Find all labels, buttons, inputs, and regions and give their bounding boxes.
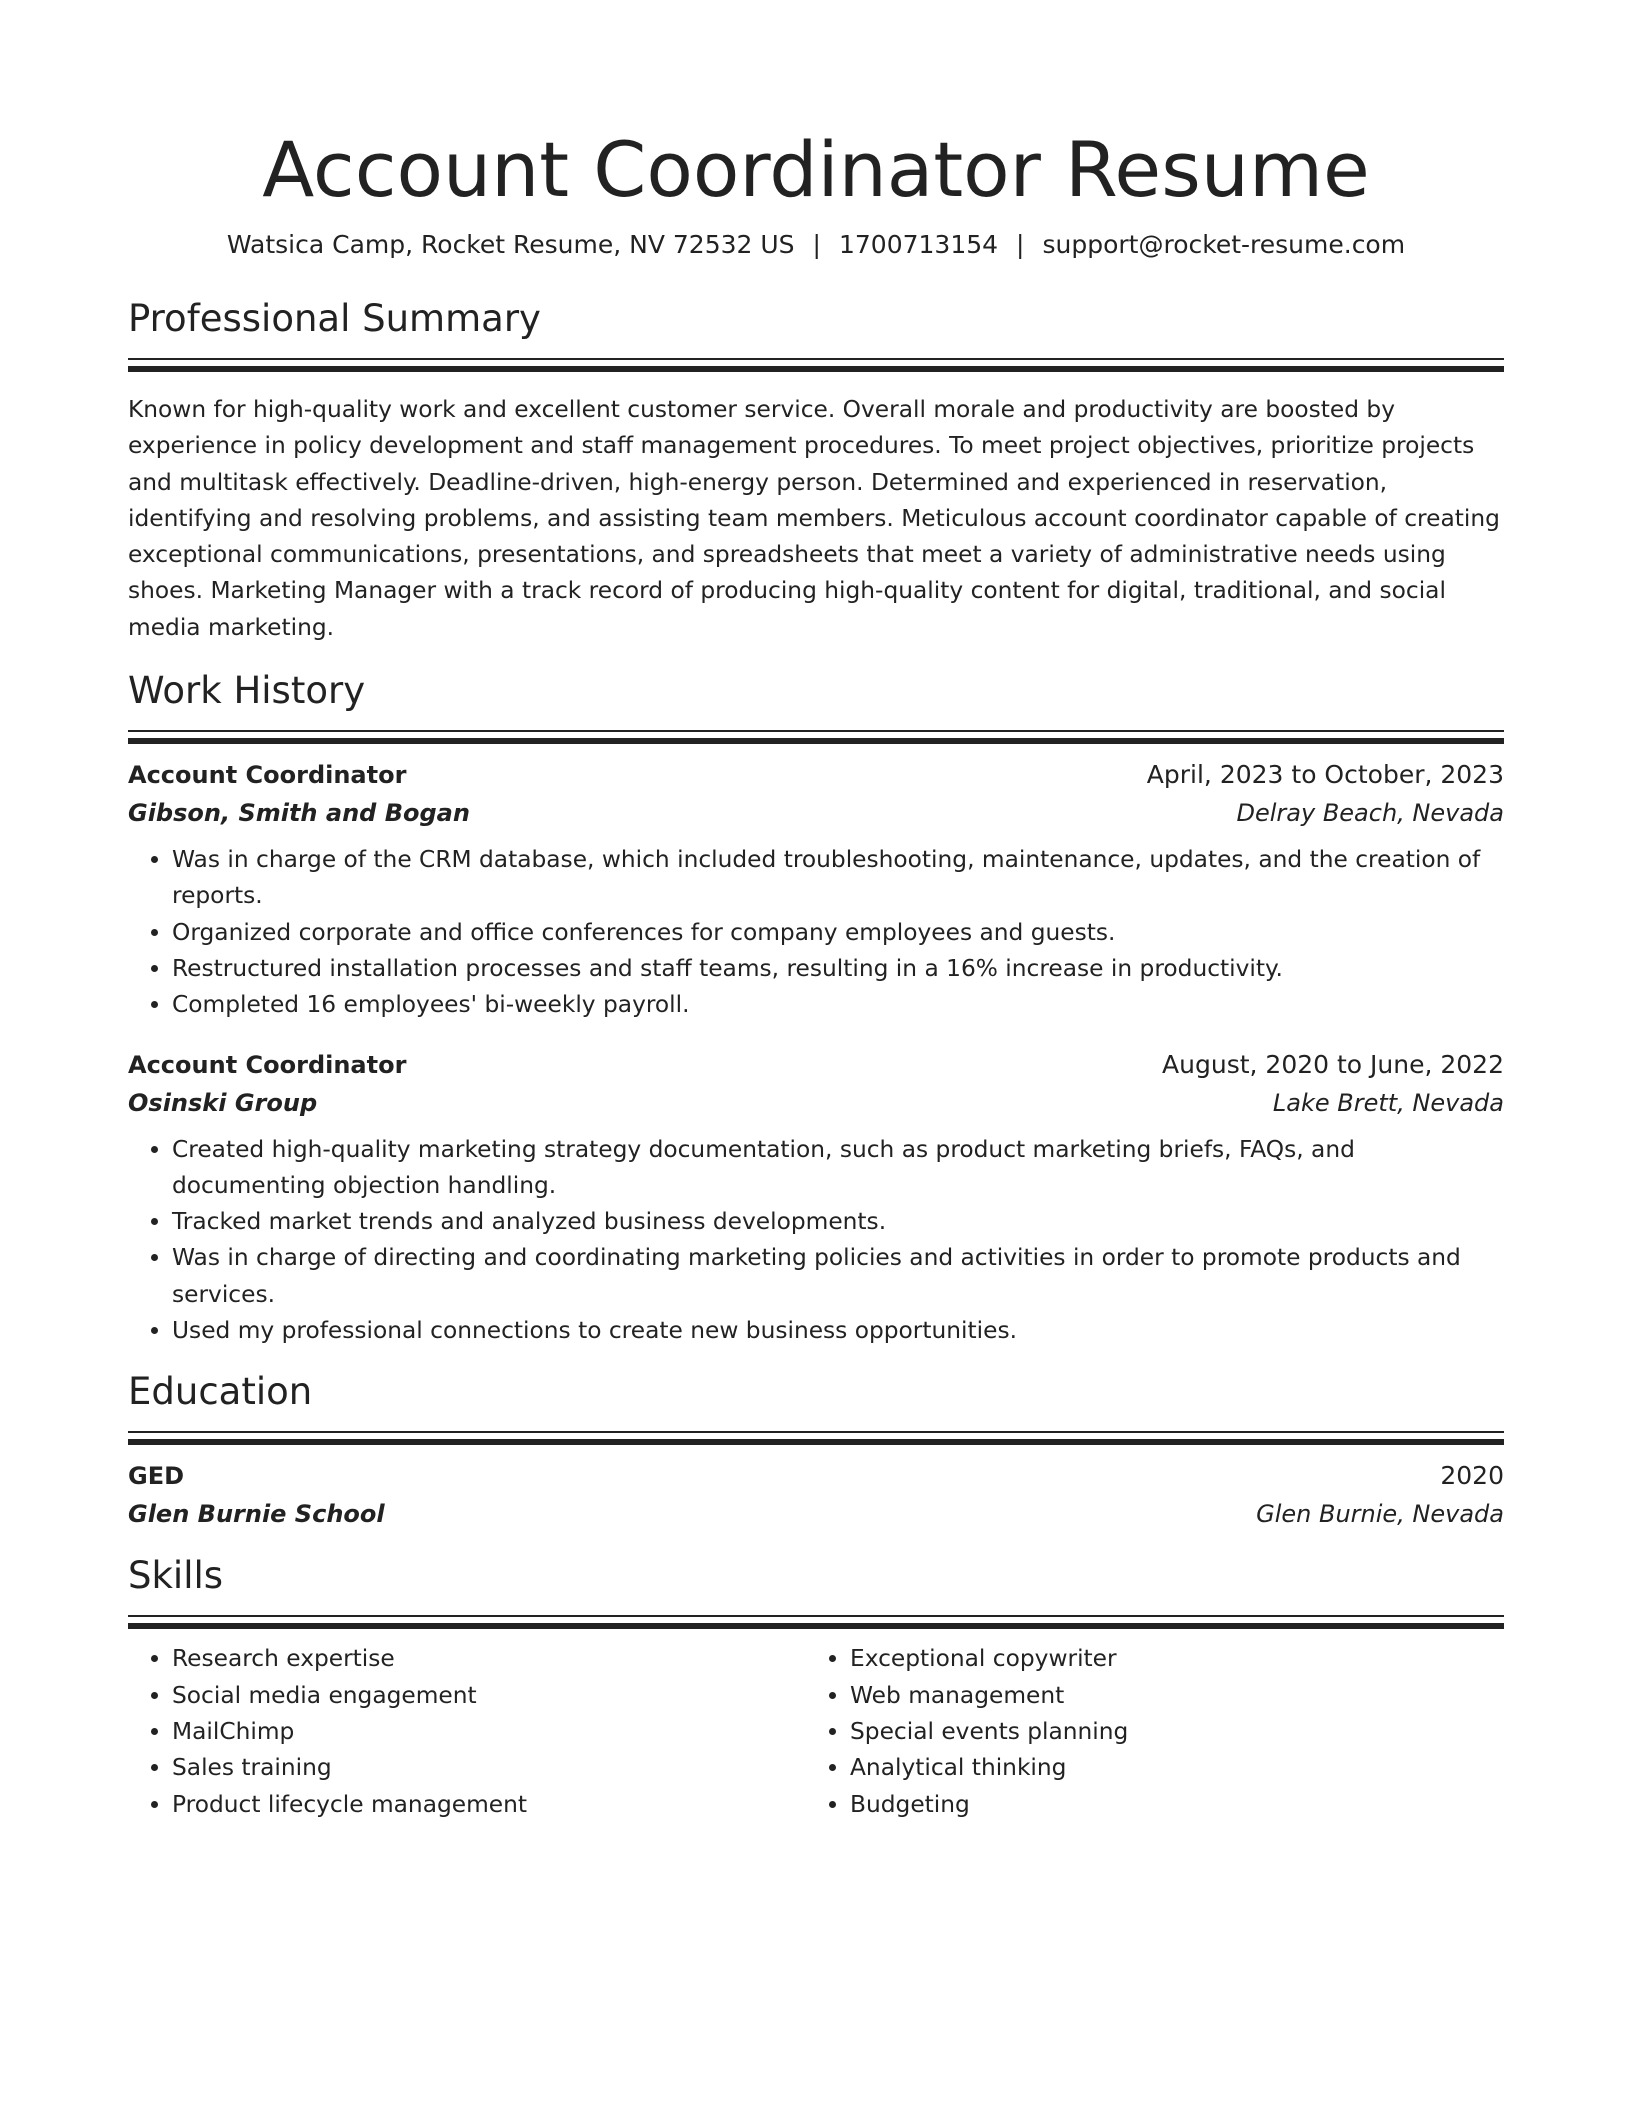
- skills-section: [128, 1551, 1504, 1822]
- job-title: Account Coordinator: [128, 761, 407, 790]
- list-item: • Tracked market trends and analyzed business developments.: [172, 1204, 1504, 1240]
- skill-item: • Product lifecycle management: [172, 1787, 806, 1823]
- list-item: • Created high-quality marketing strategy documentation, such as product marketing briefs, FAQs, and documenting objection handling.: [172, 1132, 1504, 1205]
- job-company-row: [128, 1084, 1504, 1122]
- education-school-row: [128, 1495, 1504, 1533]
- skill-item: • MailChimp: [172, 1714, 806, 1750]
- contact-email: support@rocket-resume.com: [1042, 230, 1406, 259]
- education-year: 2020: [1440, 1461, 1504, 1491]
- section-divider: [128, 1615, 1504, 1627]
- skills-grid: [128, 1641, 1504, 1822]
- skill-item: • Analytical thinking: [850, 1750, 1484, 1786]
- job-entry: [128, 756, 1504, 1023]
- list-item: • Organized corporate and office conferences for company employees and guests.: [172, 915, 1504, 951]
- section-divider: [128, 730, 1504, 742]
- job-dates: August, 2020 to June, 2022: [1162, 1049, 1504, 1079]
- skills-column-right: [806, 1641, 1484, 1822]
- education-location: Glen Burnie, Nevada: [1256, 1500, 1504, 1529]
- list-item: • Used my professional connections to create new business opportunities.: [172, 1313, 1504, 1349]
- list-item: • Was in charge of the CRM database, which included troubleshooting, maintenance, updates, and the creation of reports.: [172, 842, 1504, 915]
- job-company: Gibson, Smith and Bogan: [128, 799, 470, 828]
- work-history-heading: Work History: [128, 669, 366, 713]
- list-item: • Was in charge of directing and coordinating marketing policies and activities in order to promote products and services.: [172, 1240, 1504, 1313]
- job-bullets: [128, 842, 1504, 1023]
- skill-item: • Research expertise: [172, 1641, 806, 1677]
- job-header-row: [128, 1046, 1504, 1084]
- job-entry: [128, 1046, 1504, 1350]
- job-header-row: [128, 756, 1504, 794]
- skills-column-left: [128, 1641, 806, 1822]
- summary-heading: Professional Summary: [128, 297, 541, 340]
- education-degree: GED: [128, 1462, 185, 1491]
- section-divider: [128, 1431, 1504, 1443]
- education-heading: Education: [128, 1370, 313, 1414]
- work-history-section: [128, 666, 1504, 1349]
- education-entry: [128, 1457, 1504, 1533]
- skill-item: • Web management: [850, 1678, 1484, 1714]
- contact-line: [128, 228, 1504, 262]
- contact-phone: 1700713154: [838, 230, 999, 259]
- contact-separator: |: [1016, 230, 1025, 259]
- education-header-row: [128, 1457, 1504, 1495]
- contact-address: Watsica Camp, Rocket Resume, NV 72532 US: [226, 230, 795, 259]
- skill-item: • Sales training: [172, 1750, 806, 1786]
- skill-item: • Social media engagement: [172, 1678, 806, 1714]
- job-title: Account Coordinator: [128, 1050, 407, 1079]
- skills-heading: Skills: [128, 1554, 224, 1598]
- summary-text: Known for high-quality work and excellent customer service. Overall morale and productivity are boosted by experience in policy development and staff management procedures. To meet project objectives, prioritize projects and multitask effectively. Deadline-driven, high-energy person. Determined and experienced in reservation, identifying and resolving problems, and assisting team members. Meticulous account coordinator capable of creating exceptional communications, presentations, and spreadsheets that meet a variety of administrative needs using shoes. Marketing Manager with a track record of producing high-quality content for digital, traditional, and social media marketing.: [128, 396, 1500, 641]
- skills-list: [128, 1641, 806, 1822]
- job-location: Lake Brett, Nevada: [1272, 1088, 1504, 1117]
- job-dates: April, 2023 to October, 2023: [1146, 760, 1504, 790]
- skill-item: • Budgeting: [850, 1787, 1484, 1823]
- list-item: • Restructured installation processes and staff teams, resulting in a 16% increase in productivity.: [172, 951, 1504, 987]
- list-item: • Completed 16 employees' bi-weekly payroll.: [172, 987, 1504, 1023]
- skills-list: [806, 1641, 1484, 1822]
- resume-title: Account Coordinator Resume: [262, 125, 1370, 214]
- contact-separator: |: [812, 230, 821, 259]
- job-company-row: [128, 794, 1504, 832]
- education-section: [128, 1367, 1504, 1533]
- education-school: Glen Burnie School: [128, 1500, 385, 1529]
- job-bullets: [128, 1132, 1504, 1350]
- summary-section: [128, 294, 1504, 646]
- job-location: Delray Beach, Nevada: [1236, 799, 1504, 828]
- skill-item: • Exceptional copywriter: [850, 1641, 1484, 1677]
- resume-page: [128, 0, 1504, 1823]
- section-divider: [128, 358, 1504, 370]
- skill-item: • Special events planning: [850, 1714, 1484, 1750]
- job-company: Osinski Group: [128, 1088, 318, 1117]
